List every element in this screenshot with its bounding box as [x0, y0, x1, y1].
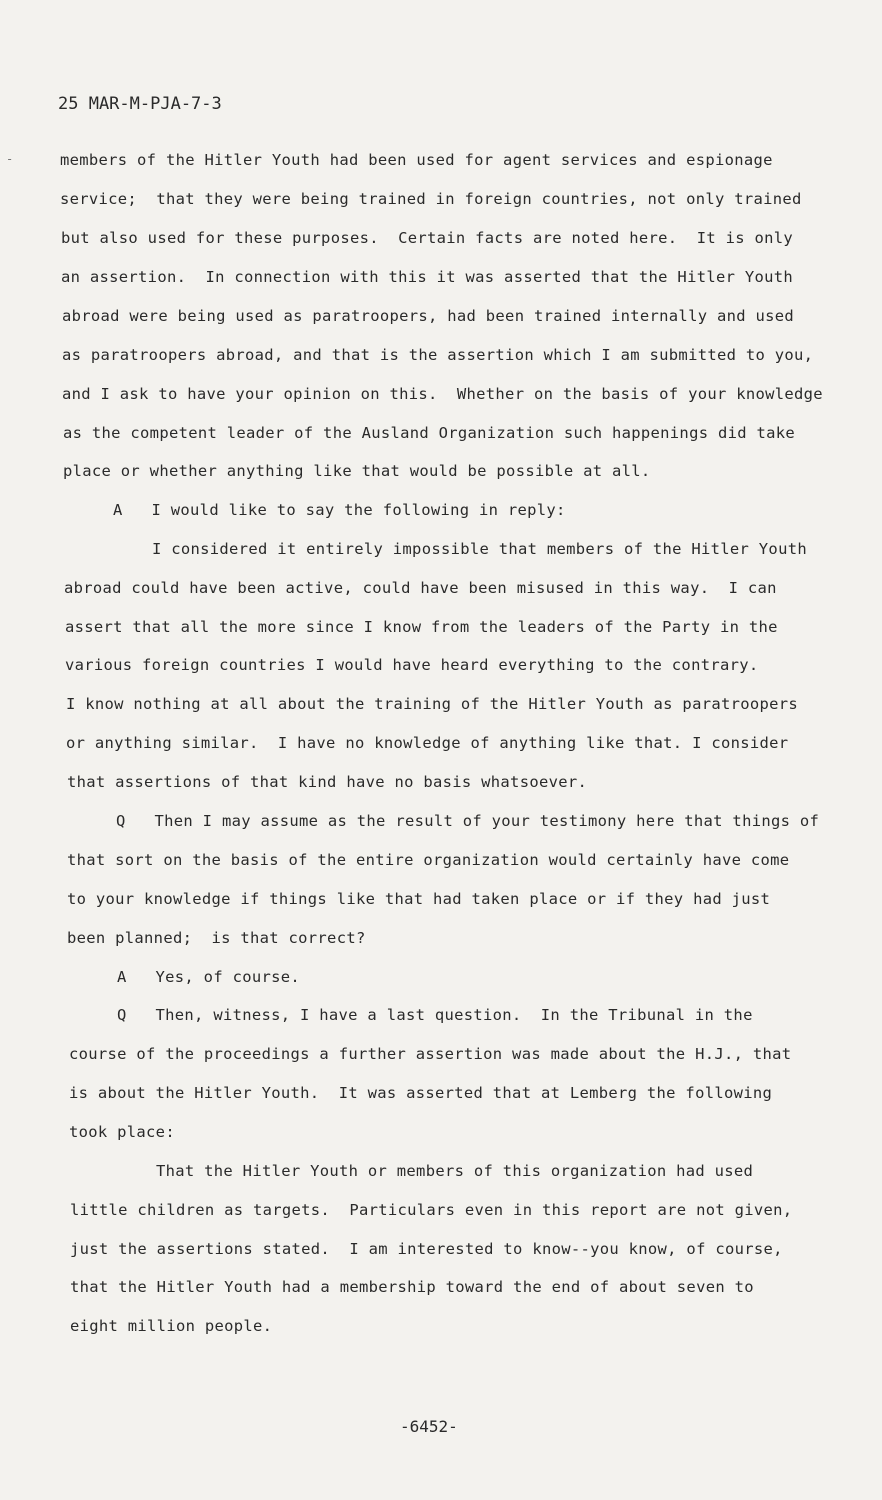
text-line: abroad were being used as paratroopers, had been trained internally and used — [62, 307, 795, 325]
text-line: but also used for these purposes. Certain facts are noted here. It is only — [61, 229, 794, 247]
text-line: various foreign countries I would have heard everything to the contrary. — [65, 656, 759, 674]
text-line: just the assertions stated. I am interested to know--you know, of course, — [70, 1240, 783, 1258]
text-line: assert that all the more since I know from the leaders of the Party in the — [65, 618, 778, 636]
text-line: that the Hitler Youth had a membership toward the end of about seven to — [70, 1278, 754, 1296]
question-line: Q Then I may assume as the result of your testimony here that things of — [116, 812, 820, 830]
text-line: to your knowledge if things like that had taken place or if they had just — [67, 890, 771, 908]
text-line: that sort on the basis of the entire organization would certainly have come — [67, 851, 790, 869]
text-line: and I ask to have your opinion on this. Whether on the basis of your knowledge — [62, 385, 823, 403]
question-line: Q Then, witness, I have a last question. In the Tribunal in the — [117, 1006, 753, 1024]
text-line: little children as targets. Particulars even in this report are not given, — [70, 1201, 793, 1219]
text-line: took place: — [69, 1123, 175, 1141]
text-line: been planned; is that correct? — [67, 929, 366, 947]
text-line: an assertion. In connection with this it was asserted that the Hitler Youth — [61, 268, 794, 286]
text-line: or anything similar. I have no knowledge of anything like that. I consider — [66, 734, 789, 752]
text-line: members of the Hitler Youth had been used for agent services and espionage — [60, 151, 773, 169]
text-line: is about the Hitler Youth. It was asserted that at Lemberg the following — [69, 1084, 773, 1102]
text-line: place or whether anything like that would be possible at all. — [63, 462, 651, 480]
answer-line: A I would like to say the following in reply: — [113, 501, 566, 519]
text-line: course of the proceedings a further assertion was made about the H.J., that — [69, 1045, 792, 1063]
text-line: eight million people. — [70, 1317, 273, 1335]
text-line: that assertions of that kind have no basis whatsoever. — [67, 773, 588, 791]
text-line: as the competent leader of the Ausland Organization such happenings did take — [63, 424, 796, 442]
answer-line: A Yes, of course. — [117, 968, 301, 986]
text-line: as paratroopers abroad, and that is the assertion which I am submitted to you, — [62, 346, 814, 364]
text-line: service; that they were being trained in foreign countries, not only trained — [60, 190, 802, 208]
text-line: That the Hitler Youth or members of this organization had used — [156, 1162, 754, 1180]
header-reference: 25 MAR-M-PJA-7-3 — [58, 94, 222, 114]
text-line: I know nothing at all about the training of the Hitler Youth as paratroopers — [66, 695, 799, 713]
page-number: -6452- — [400, 1417, 458, 1436]
text-line: abroad could have been active, could have been misused in this way. I can — [64, 579, 777, 597]
text-line: I considered it entirely impossible that members of the Hitler Youth — [152, 540, 807, 558]
margin-mark-icon: - — [6, 152, 14, 166]
